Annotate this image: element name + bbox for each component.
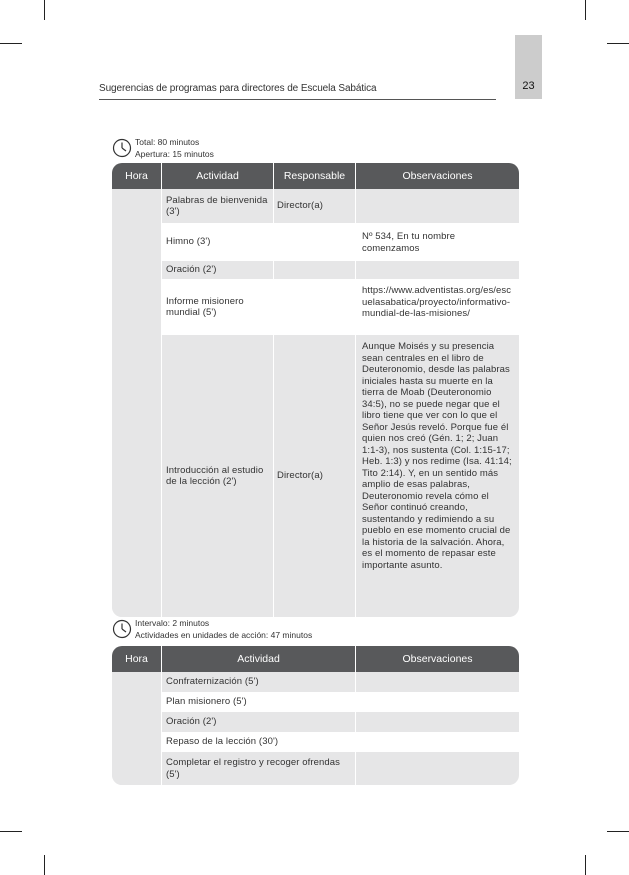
cell-observaciones: https://www.adventistas.org/es/escuelasabatica/proyecto/informativo-mundial-de-las-misiones/ (362, 285, 512, 319)
running-head: Sugerencias de programas para directores de Escuela Sabática (99, 83, 377, 94)
cell-observaciones (356, 692, 519, 712)
action-units-time: Actividades en unidades de acción: 47 minutos (135, 630, 313, 640)
cell-hora (112, 732, 162, 752)
cell-actividad: Informe misionero mundial (5') (162, 279, 274, 335)
col-observaciones: Observaciones (402, 653, 473, 665)
cell-actividad: Completar el registro y recoger ofrendas (5') (162, 752, 356, 785)
table-header (112, 163, 519, 189)
crop-mark (0, 831, 22, 832)
cell-hora (112, 712, 162, 732)
cell-observaciones (356, 712, 519, 732)
table-row (112, 752, 519, 785)
crop-mark (0, 43, 22, 44)
program-table-1 (112, 163, 519, 617)
table-row (112, 189, 519, 223)
crop-mark (607, 831, 629, 832)
cell-observaciones (356, 189, 519, 223)
cell-hora (112, 335, 162, 617)
col-hora: Hora (112, 646, 162, 672)
table-row (112, 712, 519, 732)
cell-hora (112, 223, 162, 261)
col-observaciones: Observaciones (402, 170, 473, 182)
cell-responsable (274, 261, 356, 279)
cell-actividad: Plan misionero (5') (162, 692, 356, 712)
cell-hora (112, 279, 162, 335)
table-row (112, 223, 519, 261)
cell-responsable (274, 279, 356, 335)
cell-actividad: Repaso de la lección (30') (162, 732, 356, 752)
cell-observaciones (356, 752, 519, 785)
cell-actividad: Himno (3') (162, 223, 274, 261)
col-responsable: Responsable (274, 163, 356, 189)
cell-responsable: Director(a) (274, 189, 356, 223)
cell-actividad: Oración (2') (162, 261, 274, 279)
header-divider (99, 99, 496, 100)
program-table-2 (112, 646, 519, 785)
clock-icon (112, 619, 132, 639)
cell-observaciones: Aunque Moisés y su presencia sean centrales en el libro de Deuteronomio, desde las palabras iniciales hasta su muerte en la tierra de Moab (Deuteronomio 34:5), no se puede negar que el libro tiene que ver con lo que el Señor Jesús reveló. Porque fue él quien nos creó (Gén. 1; 2; Juan 1:1-3), nos sustenta (Col. 1:15-17; Heb. 1:3) y nos redime (Isa. 41:14; Tito 2:14). Y, en un sentido más amplio de esas palabras, Deuteronomio revela cómo el Señor continuó creando, sustentando y redimiendo a su pueblo en ese momento crucial de la historia de la salvación. Ahora, es el momento de repasar este importante asunto. (362, 341, 512, 571)
cell-observaciones (356, 732, 519, 752)
crop-mark (607, 43, 629, 44)
table-row (112, 672, 519, 692)
cell-hora (112, 752, 162, 785)
col-hora: Hora (112, 163, 162, 189)
col-actividad: Actividad (162, 646, 356, 672)
crop-mark (44, 855, 45, 875)
table-row (112, 335, 519, 617)
cell-hora (112, 189, 162, 223)
table-header (112, 646, 519, 672)
table-row (112, 732, 519, 752)
cell-responsable: Director(a) (274, 335, 356, 617)
interval-time: Intervalo: 2 minutos (135, 618, 210, 628)
cell-hora (112, 692, 162, 712)
cell-hora (112, 261, 162, 279)
cell-actividad: Palabras de bienvenida (3') (162, 189, 274, 223)
cell-responsable (274, 223, 356, 261)
crop-mark (44, 0, 45, 20)
opening-time: Apertura: 15 minutos (135, 149, 214, 159)
cell-observaciones: Nº 534, En tu nombre comenzamos (362, 231, 456, 254)
cell-observaciones (356, 672, 519, 692)
crop-mark (585, 855, 586, 875)
cell-actividad: Confraternización (5') (162, 672, 356, 692)
col-actividad: Actividad (162, 163, 274, 189)
table-row (112, 692, 519, 712)
clock-icon (112, 138, 132, 158)
cell-actividad: Oración (2') (162, 712, 356, 732)
total-time: Total: 80 minutos (135, 137, 200, 147)
page-number: 23 (522, 80, 535, 92)
cell-actividad: Introducción al estudio de la lección (2') (162, 335, 274, 617)
cell-observaciones (356, 261, 519, 279)
table-row (112, 261, 519, 279)
crop-mark (585, 0, 586, 20)
cell-hora (112, 672, 162, 692)
table-row (112, 279, 519, 335)
